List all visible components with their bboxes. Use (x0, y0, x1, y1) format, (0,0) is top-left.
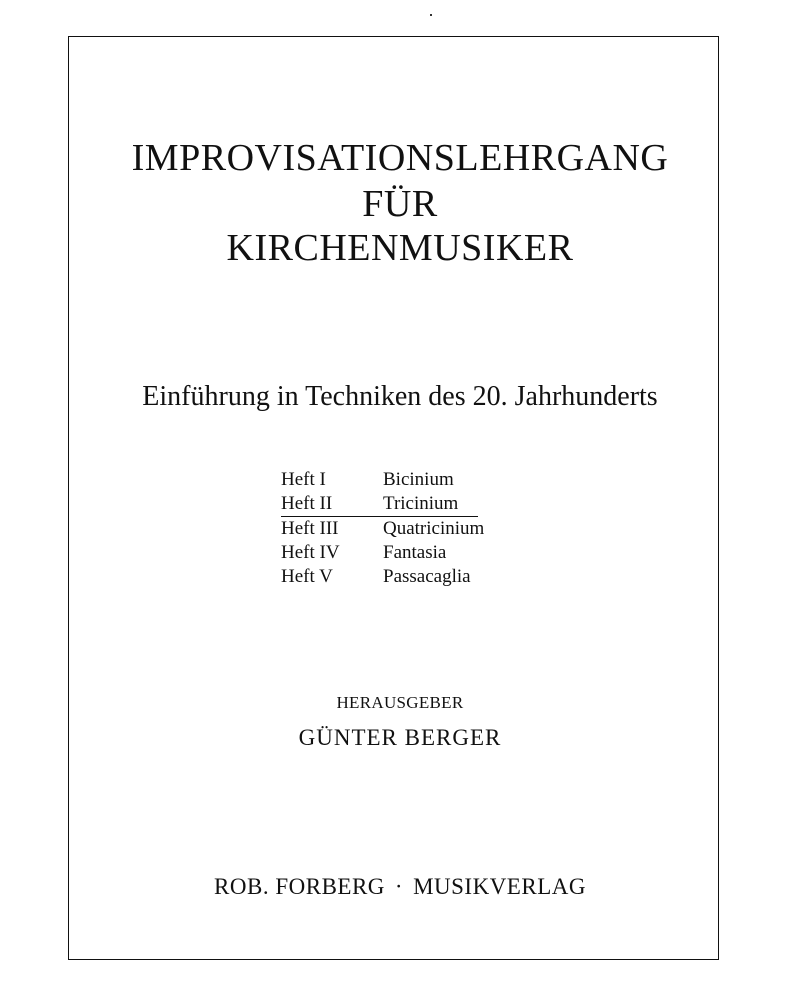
subtitle: Einführung in Techniken des 20. Jahrhunderts (142, 381, 658, 412)
volume-row-5 (281, 565, 521, 589)
volume-name: Fantasia (383, 542, 447, 563)
editor-name: GÜNTER BERGER (298, 725, 502, 750)
editor-label: HERAUSGEBER (336, 693, 464, 712)
title-line-3: KIRCHENMUSIKER (226, 227, 574, 269)
volume-number: Heft V (281, 566, 333, 587)
volume-row-2-current (281, 492, 478, 517)
volume-name: Bicinium (383, 469, 454, 490)
publisher-name: ROB. FORBERG (214, 874, 385, 899)
volume-row-1 (281, 468, 521, 492)
volume-name: Tricinium (383, 493, 459, 514)
volume-name: Quatricinium (383, 518, 485, 539)
volume-number: Heft II (281, 493, 333, 514)
scan-speck (430, 14, 432, 16)
volume-row-3 (281, 517, 521, 541)
volume-number: Heft IV (281, 542, 340, 563)
volume-number: Heft I (281, 469, 326, 490)
volume-name: Passacaglia (383, 566, 471, 587)
volume-number: Heft III (281, 518, 339, 539)
publisher-separator: · (394, 874, 404, 899)
publisher-line (0, 874, 800, 900)
title-line-2: FÜR (362, 183, 438, 225)
volume-row-4 (281, 541, 521, 565)
publisher-suffix: MUSIKVERLAG (413, 874, 586, 899)
title-line-1: IMPROVISATIONSLEHRGANG (131, 137, 669, 179)
volume-list (281, 468, 521, 589)
